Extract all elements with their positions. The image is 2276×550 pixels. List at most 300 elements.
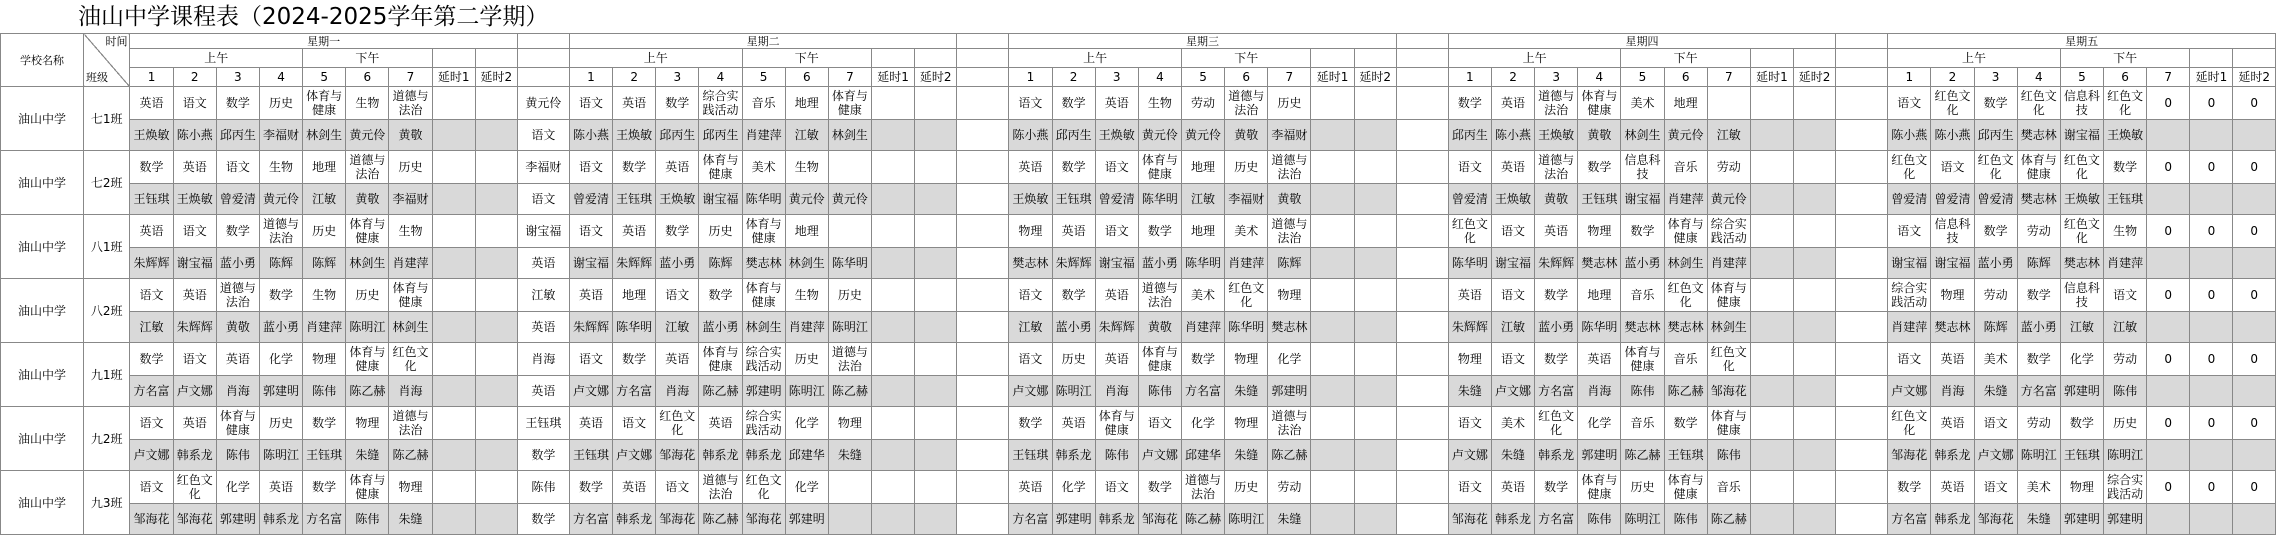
teacher-cell: 方名富 (569, 504, 612, 535)
extra-period-teacher-cell (915, 120, 957, 151)
day-separator (517, 49, 569, 68)
period-number: 6 (1664, 68, 1707, 87)
subject-cell: 数学 (1052, 87, 1095, 120)
teacher-cell: 陈小燕 (1009, 120, 1052, 151)
period-number: 3 (1095, 68, 1138, 87)
subject-cell: 物理 (346, 407, 389, 440)
side-note-cell (1836, 279, 1888, 312)
teacher-cell: 郭建明 (1052, 504, 1095, 535)
teacher-cell: 朱辉辉 (173, 312, 216, 343)
subject-cell: 化学 (785, 471, 828, 504)
teacher-cell: 黄元伶 (1707, 184, 1750, 215)
teacher-cell: 王钰琪 (1664, 440, 1707, 471)
teacher-cell: 王焕敏 (173, 184, 216, 215)
teacher-cell: 朱辉辉 (613, 248, 656, 279)
extra-period-cell: 0 (2190, 215, 2233, 248)
extra-period-cell (475, 87, 517, 120)
teacher-cell: 陈乙赫 (699, 376, 742, 407)
extra-period-teacher-cell (872, 248, 915, 279)
subject-cell: 数学 (656, 215, 699, 248)
side-note-cell (1396, 471, 1448, 504)
subject-cell: 综合实践活动 (699, 87, 742, 120)
extra-period-teacher-cell (872, 376, 915, 407)
teacher-cell: 朱缝 (1448, 376, 1491, 407)
extra-period-teacher-cell (915, 376, 957, 407)
side-note-cell (957, 440, 1009, 471)
teacher-cell: 卢文娜 (1009, 376, 1052, 407)
teacher-cell: 林剑生 (742, 312, 785, 343)
teacher-cell: 曾爱清 (1095, 184, 1138, 215)
table-row (1, 151, 2276, 184)
teacher-cell: 朱辉辉 (1052, 248, 1095, 279)
subject-cell: 0 (2147, 407, 2190, 440)
teacher-cell: 韩系龙 (1931, 440, 1974, 471)
period-number: 6 (1225, 68, 1268, 87)
extra-period-teacher-cell (2233, 248, 2276, 279)
subject-cell: 语文 (1095, 151, 1138, 184)
teacher-cell: 卢文娜 (173, 376, 216, 407)
subject-cell: 音乐 (1621, 279, 1664, 312)
teacher-cell: 陈伟 (1138, 376, 1181, 407)
teacher-cell: 黄敬 (216, 312, 259, 343)
subject-cell: 语文 (130, 407, 173, 440)
school-name: 油山中学 (1, 215, 84, 279)
extra-period-cell (1311, 279, 1354, 312)
extra-period-cell: 0 (2190, 343, 2233, 376)
subject-cell: 道德与法治 (1181, 471, 1224, 504)
teacher-cell: 蓝小勇 (1974, 248, 2017, 279)
header-blank (2233, 49, 2276, 68)
subject-cell: 物理 (303, 343, 346, 376)
extra-period-cell (872, 215, 915, 248)
subject-cell: 地理 (1181, 151, 1224, 184)
day-header: 星期一 (130, 34, 517, 49)
teacher-cell: 黄敬 (1268, 184, 1311, 215)
teacher-cell: 黄元伶 (828, 184, 871, 215)
period-number: 7 (1707, 68, 1750, 87)
subject-cell: 音乐 (1707, 471, 1750, 504)
extra-period-cell (872, 407, 915, 440)
side-note-cell (957, 184, 1009, 215)
subject-cell: 数学 (1181, 343, 1224, 376)
subject-cell: 0 (2147, 279, 2190, 312)
subject-cell: 历史 (1268, 87, 1311, 120)
subject-cell: 生物 (785, 151, 828, 184)
side-note-cell: 陈伟 (517, 471, 569, 504)
page-title: 油山中学课程表（2024-2025学年第二学期） (78, 4, 549, 30)
schedule-table (0, 33, 2276, 535)
extra-period-header: 延时2 (2233, 68, 2276, 87)
teacher-cell: 邹海花 (1138, 504, 1181, 535)
extra-period-teacher-cell (1750, 120, 1793, 151)
subject-cell: 数学 (130, 343, 173, 376)
teacher-cell: 曾爱清 (1888, 184, 1931, 215)
teacher-cell: 黄元伶 (259, 184, 302, 215)
teacher-cell: 陈乙赫 (346, 376, 389, 407)
teacher-cell: 卢文娜 (613, 440, 656, 471)
teacher-cell: 邹海花 (173, 504, 216, 535)
teacher-cell: 曾爱清 (1448, 184, 1491, 215)
header-blank (872, 49, 915, 68)
period-number: 5 (742, 68, 785, 87)
teacher-cell: 黄元伶 (1138, 120, 1181, 151)
subject-cell: 语文 (656, 279, 699, 312)
side-note-cell (1836, 376, 1888, 407)
teacher-cell: 樊志林 (1009, 248, 1052, 279)
subject-cell: 道德与法治 (1138, 279, 1181, 312)
side-note-cell (957, 248, 1009, 279)
subject-cell: 体育与健康 (2017, 151, 2060, 184)
teacher-cell: 陈小燕 (1491, 120, 1534, 151)
table-row (1, 120, 2276, 151)
extra-period-cell (1750, 215, 1793, 248)
extra-period-cell (432, 215, 475, 248)
teacher-cell: 陈伟 (303, 376, 346, 407)
teacher-cell: 陈明江 (346, 312, 389, 343)
subject-cell: 语文 (1095, 471, 1138, 504)
extra-period-teacher-cell (2190, 184, 2233, 215)
subject-cell: 数学 (1974, 215, 2017, 248)
teacher-cell: 王钰琪 (1052, 184, 1095, 215)
subject-cell: 英语 (1491, 471, 1534, 504)
subject-cell: 信息科技 (2060, 279, 2103, 312)
teacher-cell: 江敏 (2060, 312, 2103, 343)
extra-period-teacher-cell (915, 312, 957, 343)
subject-cell: 英语 (1009, 151, 1052, 184)
extra-period-cell (1794, 215, 1836, 248)
teacher-cell: 邱建华 (1181, 440, 1224, 471)
subject-cell: 地理 (1578, 279, 1621, 312)
teacher-cell: 郭建明 (2060, 376, 2103, 407)
teacher-cell: 肖海 (1931, 376, 1974, 407)
day-separator (1836, 49, 1888, 68)
side-note-cell: 王钰琪 (517, 407, 569, 440)
subject-cell: 红色文化 (2060, 215, 2103, 248)
side-note-cell (1396, 440, 1448, 471)
teacher-cell: 谢宝福 (1491, 248, 1534, 279)
subject-cell: 英语 (1009, 471, 1052, 504)
extra-period-teacher-cell (1354, 504, 1396, 535)
teacher-cell: 肖海 (389, 376, 432, 407)
teacher-cell: 蓝小勇 (656, 248, 699, 279)
extra-period-teacher-cell (432, 376, 475, 407)
subject-cell: 语文 (1491, 215, 1534, 248)
subject-cell: 体育与健康 (742, 215, 785, 248)
teacher-cell: 王焕敏 (1491, 184, 1534, 215)
teacher-cell: 樊志林 (742, 248, 785, 279)
extra-period-cell (1750, 151, 1793, 184)
subject-cell: 美术 (742, 151, 785, 184)
subject-cell: 红色文化 (1931, 87, 1974, 120)
subject-cell: 物理 (1931, 279, 1974, 312)
period-number: 4 (2017, 68, 2060, 87)
teacher-cell: 林剑生 (303, 120, 346, 151)
period-number: 6 (346, 68, 389, 87)
teacher-cell: 谢宝福 (569, 248, 612, 279)
subject-cell: 道德与法治 (1535, 151, 1578, 184)
extra-period-teacher-cell (1794, 376, 1836, 407)
class-name: 七1班 (84, 87, 130, 151)
teacher-cell: 陈伟 (1621, 376, 1664, 407)
teacher-cell: 肖海 (216, 376, 259, 407)
subject-cell: 信息科技 (1931, 215, 1974, 248)
teacher-cell: 郭建明 (2060, 504, 2103, 535)
teacher-cell: 邱丙生 (1052, 120, 1095, 151)
extra-period-teacher-cell (1750, 504, 1793, 535)
subject-cell: 英语 (1448, 279, 1491, 312)
teacher-cell: 王焕敏 (1535, 120, 1578, 151)
subject-cell: 数学 (1535, 471, 1578, 504)
teacher-cell: 樊志林 (1268, 312, 1311, 343)
teacher-cell: 卢文娜 (1138, 440, 1181, 471)
teacher-cell: 郭建明 (216, 504, 259, 535)
extra-period-header: 延时2 (1794, 68, 1836, 87)
subject-cell: 地理 (303, 151, 346, 184)
teacher-cell: 韩系龙 (1535, 440, 1578, 471)
teacher-cell: 朱辉辉 (569, 312, 612, 343)
subject-cell: 语文 (1138, 407, 1181, 440)
teacher-cell: 曾爱清 (216, 184, 259, 215)
side-note-cell: 江敏 (517, 279, 569, 312)
teacher-cell: 陈华明 (742, 184, 785, 215)
side-note-cell (957, 343, 1009, 376)
extra-period-cell (915, 215, 957, 248)
teacher-cell: 蓝小勇 (259, 312, 302, 343)
teacher-cell: 黄元伶 (346, 120, 389, 151)
period-number: 2 (1931, 68, 1974, 87)
period-number: 3 (656, 68, 699, 87)
extra-period-cell (1794, 87, 1836, 120)
extra-period-cell: 0 (2190, 471, 2233, 504)
extra-period-cell (432, 407, 475, 440)
extra-period-cell (1354, 279, 1396, 312)
subject-cell: 道德与法治 (216, 279, 259, 312)
subject-cell: 音乐 (1621, 407, 1664, 440)
subject-cell: 历史 (389, 151, 432, 184)
subject-cell: 化学 (259, 343, 302, 376)
subject-cell: 语文 (216, 151, 259, 184)
teacher-cell: 朱缝 (346, 440, 389, 471)
teacher-cell: 方名富 (1535, 376, 1578, 407)
extra-period-cell (1750, 471, 1793, 504)
extra-period-teacher-cell (915, 504, 957, 535)
teacher-cell: 江敏 (2104, 312, 2147, 343)
teacher-cell: 陈华明 (828, 248, 871, 279)
subject-cell: 美术 (1225, 215, 1268, 248)
teacher-cell: 邹海花 (656, 440, 699, 471)
subject-cell: 英语 (1931, 343, 1974, 376)
subject-cell: 体育与健康 (346, 471, 389, 504)
time-class-corner (84, 34, 130, 87)
header-blank (432, 49, 475, 68)
teacher-cell: 方名富 (613, 376, 656, 407)
period-number: 1 (1009, 68, 1052, 87)
period-number: 1 (1888, 68, 1931, 87)
teacher-cell: 林剑生 (346, 248, 389, 279)
teacher-cell: 王钰琪 (2104, 184, 2147, 215)
subject-cell: 综合实践活动 (1888, 279, 1931, 312)
extra-period-cell (1311, 215, 1354, 248)
school-name: 油山中学 (1, 471, 84, 535)
teacher-cell: 朱缝 (2017, 504, 2060, 535)
teacher-cell: 肖海 (1578, 376, 1621, 407)
extra-period-teacher-cell (1311, 312, 1354, 343)
subject-cell (828, 471, 871, 504)
subject-cell: 语文 (613, 407, 656, 440)
morning-header: 上午 (130, 49, 303, 68)
teacher-cell: 林剑生 (389, 312, 432, 343)
extra-period-teacher-cell (475, 376, 517, 407)
teacher-cell: 肖建萍 (1707, 248, 1750, 279)
teacher-cell: 江敏 (1707, 120, 1750, 151)
subject-cell: 数学 (1535, 343, 1578, 376)
side-note-cell (1836, 87, 1888, 120)
extra-period-teacher-cell (2190, 504, 2233, 535)
subject-cell: 化学 (785, 407, 828, 440)
teacher-cell: 朱缝 (828, 440, 871, 471)
subject-cell: 0 (2147, 87, 2190, 120)
subject-cell: 语文 (1448, 407, 1491, 440)
side-note-cell (1836, 343, 1888, 376)
teacher-cell: 邹海花 (1888, 440, 1931, 471)
teacher-cell: 韩系龙 (742, 440, 785, 471)
teacher-cell: 方名富 (2017, 376, 2060, 407)
subject-cell: 生物 (303, 279, 346, 312)
subject-cell: 数学 (1664, 407, 1707, 440)
period-number: 1 (1448, 68, 1491, 87)
subject-cell: 英语 (613, 471, 656, 504)
period-number: 5 (303, 68, 346, 87)
teacher-cell (2147, 248, 2190, 279)
teacher-cell: 肖建萍 (1664, 184, 1707, 215)
subject-cell: 化学 (216, 471, 259, 504)
extra-period-teacher-cell (475, 120, 517, 151)
subject-cell: 数学 (699, 279, 742, 312)
subject-cell: 英语 (216, 343, 259, 376)
period-number: 3 (1535, 68, 1578, 87)
subject-cell: 0 (2147, 215, 2190, 248)
teacher-cell: 樊志林 (2060, 248, 2103, 279)
side-note-cell (1396, 504, 1448, 535)
subject-cell: 历史 (259, 87, 302, 120)
subject-cell: 英语 (173, 407, 216, 440)
teacher-cell: 朱缝 (389, 504, 432, 535)
teacher-cell: 蓝小勇 (1138, 248, 1181, 279)
extra-period-header: 延时1 (432, 68, 475, 87)
subject-cell: 数学 (569, 471, 612, 504)
subject-cell: 综合实践活动 (742, 343, 785, 376)
teacher-cell: 江敏 (1009, 312, 1052, 343)
subject-cell: 道德与法治 (1268, 215, 1311, 248)
extra-period-teacher-cell (432, 120, 475, 151)
header-blank (1311, 49, 1354, 68)
subject-cell: 物理 (1448, 343, 1491, 376)
subject-cell: 语文 (569, 343, 612, 376)
teacher-cell: 谢宝福 (1888, 248, 1931, 279)
subject-cell: 劳动 (1181, 87, 1224, 120)
subject-cell: 地理 (1664, 87, 1707, 120)
subject-cell: 物理 (1009, 215, 1052, 248)
extra-period-teacher-cell (915, 184, 957, 215)
extra-period-teacher-cell (872, 440, 915, 471)
subject-cell: 英语 (1052, 407, 1095, 440)
extra-period-teacher-cell (1354, 376, 1396, 407)
teacher-cell: 方名富 (130, 376, 173, 407)
subject-cell: 信息科技 (2060, 87, 2103, 120)
subject-cell: 英语 (1095, 343, 1138, 376)
subject-cell: 数学 (656, 87, 699, 120)
teacher-cell: 肖建萍 (1225, 248, 1268, 279)
teacher-cell: 邹海花 (656, 504, 699, 535)
extra-period-teacher-cell (1750, 248, 1793, 279)
extra-period-cell (1311, 343, 1354, 376)
teacher-cell: 朱缝 (1974, 376, 2017, 407)
side-note-cell: 数学 (517, 504, 569, 535)
subject-cell: 语文 (2104, 279, 2147, 312)
extra-period-cell (1354, 87, 1396, 120)
teacher-cell: 肖建萍 (742, 120, 785, 151)
subject-cell: 历史 (1225, 471, 1268, 504)
teacher-cell: 卢文娜 (1974, 440, 2017, 471)
side-note-cell (957, 120, 1009, 151)
table-row (1, 312, 2276, 343)
subject-cell: 语文 (569, 151, 612, 184)
subject-cell (828, 151, 871, 184)
subject-cell: 语文 (1448, 151, 1491, 184)
extra-period-header: 延时2 (915, 68, 957, 87)
teacher-cell: 蓝小勇 (699, 312, 742, 343)
extra-period-header: 延时1 (1311, 68, 1354, 87)
teacher-cell: 李福财 (389, 184, 432, 215)
side-note-cell: 语文 (517, 184, 569, 215)
teacher-cell: 韩系龙 (613, 504, 656, 535)
side-note-cell (1396, 248, 1448, 279)
teacher-cell: 肖建萍 (785, 312, 828, 343)
extra-period-cell (872, 471, 915, 504)
teacher-cell: 郭建明 (2104, 504, 2147, 535)
teacher-cell: 陈明江 (2104, 440, 2147, 471)
teacher-cell: 王钰琪 (130, 184, 173, 215)
table-row (1, 504, 2276, 535)
teacher-cell: 陈乙赫 (1268, 440, 1311, 471)
subject-cell: 英语 (613, 215, 656, 248)
period-number: 5 (2060, 68, 2103, 87)
side-note-cell (1396, 312, 1448, 343)
subject-cell: 语文 (1095, 215, 1138, 248)
subject-cell: 英语 (613, 87, 656, 120)
header-blank (915, 49, 957, 68)
teacher-cell: 黄元伶 (785, 184, 828, 215)
subject-cell: 语文 (1491, 279, 1534, 312)
extra-period-cell: 0 (2233, 87, 2276, 120)
extra-period-teacher-cell (432, 504, 475, 535)
subject-cell: 体育与健康 (346, 343, 389, 376)
teacher-cell: 王钰琪 (613, 184, 656, 215)
teacher-cell: 陈华明 (1138, 184, 1181, 215)
side-note-cell: 英语 (517, 248, 569, 279)
subject-cell: 语文 (1974, 471, 2017, 504)
extra-period-cell (475, 407, 517, 440)
subject-cell: 英语 (130, 215, 173, 248)
teacher-cell: 朱缝 (1268, 504, 1311, 535)
afternoon-header: 下午 (2060, 49, 2189, 68)
subject-cell: 语文 (1448, 471, 1491, 504)
subject-cell: 0 (2147, 151, 2190, 184)
teacher-cell: 江敏 (303, 184, 346, 215)
teacher-cell: 谢宝福 (2060, 120, 2103, 151)
teacher-cell: 陈明江 (2017, 440, 2060, 471)
subject-cell: 地理 (785, 215, 828, 248)
